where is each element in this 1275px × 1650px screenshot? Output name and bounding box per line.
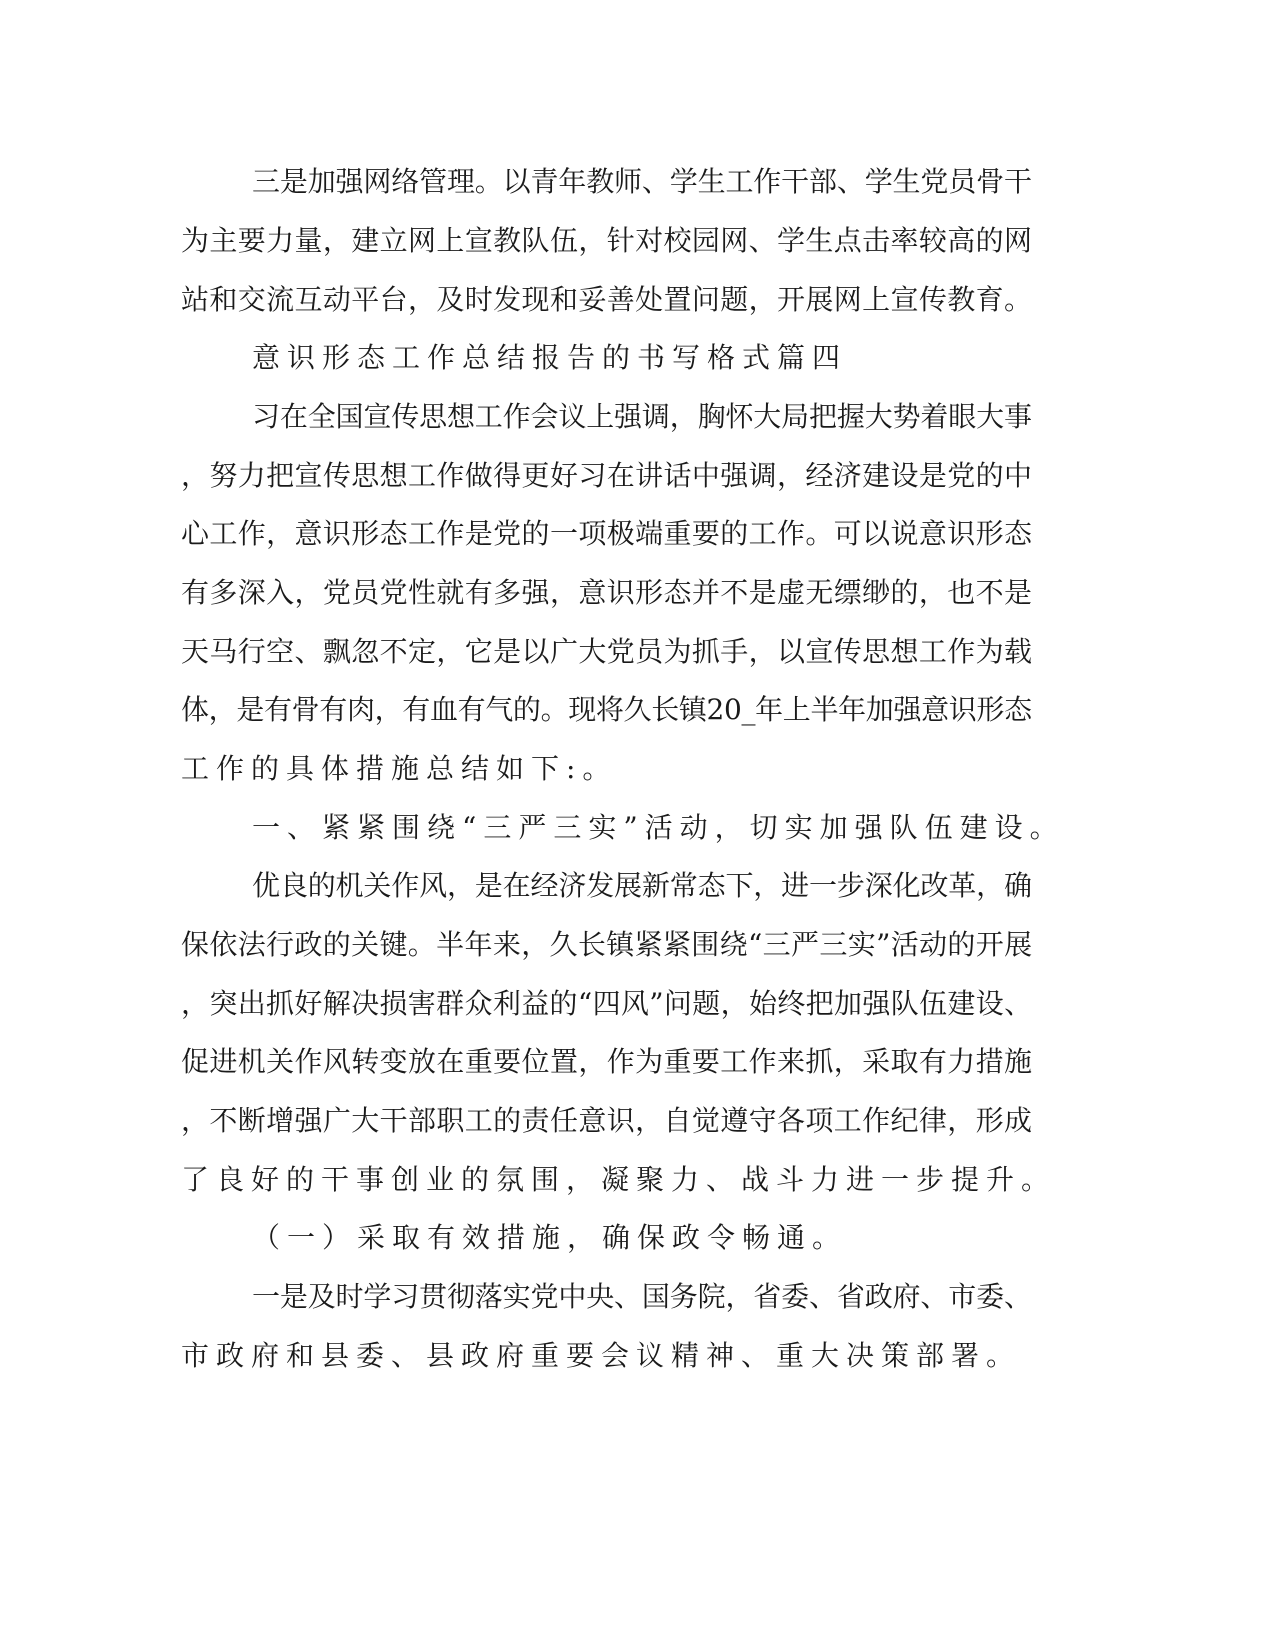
- text-line: 为主要力量，建立网上宣教队伍，针对校园网、学生点击率较高的网: [181, 224, 1033, 257]
- text-line: 三是加强网络管理。以青年教师、学生工作干部、学生党员骨干: [252, 165, 1032, 198]
- text-line: 保依法行政的关键。半年来，久长镇紧紧围绕“三严三实”活动的开展: [181, 928, 1033, 961]
- text-line: 习在全国宣传思想工作会议上强调，胸怀大局把握大势着眼大事: [252, 400, 1032, 433]
- text-line: 一是及时学习贯彻落实党中央、国务院，省委、省政府、市委、: [252, 1280, 1032, 1313]
- text-line: 优良的机关作风，是在经济发展新常态下，进一步深化改革，确: [252, 869, 1032, 902]
- text-line: ，突出抓好解决损害群众利益的“四风”问题，始终把加强队伍建设、: [181, 987, 1033, 1020]
- text-line: 工作的具体措施总结如下:。: [181, 752, 618, 785]
- section-title: 意识形态工作总结报告的书写格式篇四: [252, 341, 848, 374]
- text-line: 有多深入，党员党性就有多强，意识形态并不是虚无缥缈的，也不是: [181, 576, 1033, 609]
- text-line: 市政府和县委、县政府重要会议精神、重大决策部署。: [181, 1339, 1022, 1372]
- text-line: 心工作，意识形态工作是党的一项极端重要的工作。可以说意识形态: [181, 517, 1033, 550]
- text-line: ，努力把宣传思想工作做得更好习在讲话中强调，经济建设是党的中: [181, 459, 1033, 492]
- text-line: 站和交流互动平台，及时发现和妥善处置问题，开展网上宣传教育。: [181, 283, 1033, 316]
- subsection-heading: （一）采取有效措施，确保政令畅通。: [252, 1221, 848, 1254]
- text-line: ，不断增强广大干部职工的责任意识，自觉遵守各项工作纪律，形成: [181, 1104, 1033, 1137]
- text-line: 了良好的干事创业的氛围，凝聚力、战斗力进一步提升。: [181, 1163, 1057, 1196]
- text-line: 体，是有骨有肉，有血有气的。现将久长镇20_年上半年加强意识形态: [181, 693, 1032, 726]
- section-heading: 一、紧紧围绕“三严三实”活动，切实加强队伍建设。: [252, 811, 1065, 844]
- text-line: 天马行空、飘忽不定，它是以广大党员为抓手，以宣传思想工作为载: [181, 635, 1033, 668]
- text-line: 促进机关作风转变放在重要位置，作为重要工作来抓，采取有力措施: [181, 1045, 1033, 1078]
